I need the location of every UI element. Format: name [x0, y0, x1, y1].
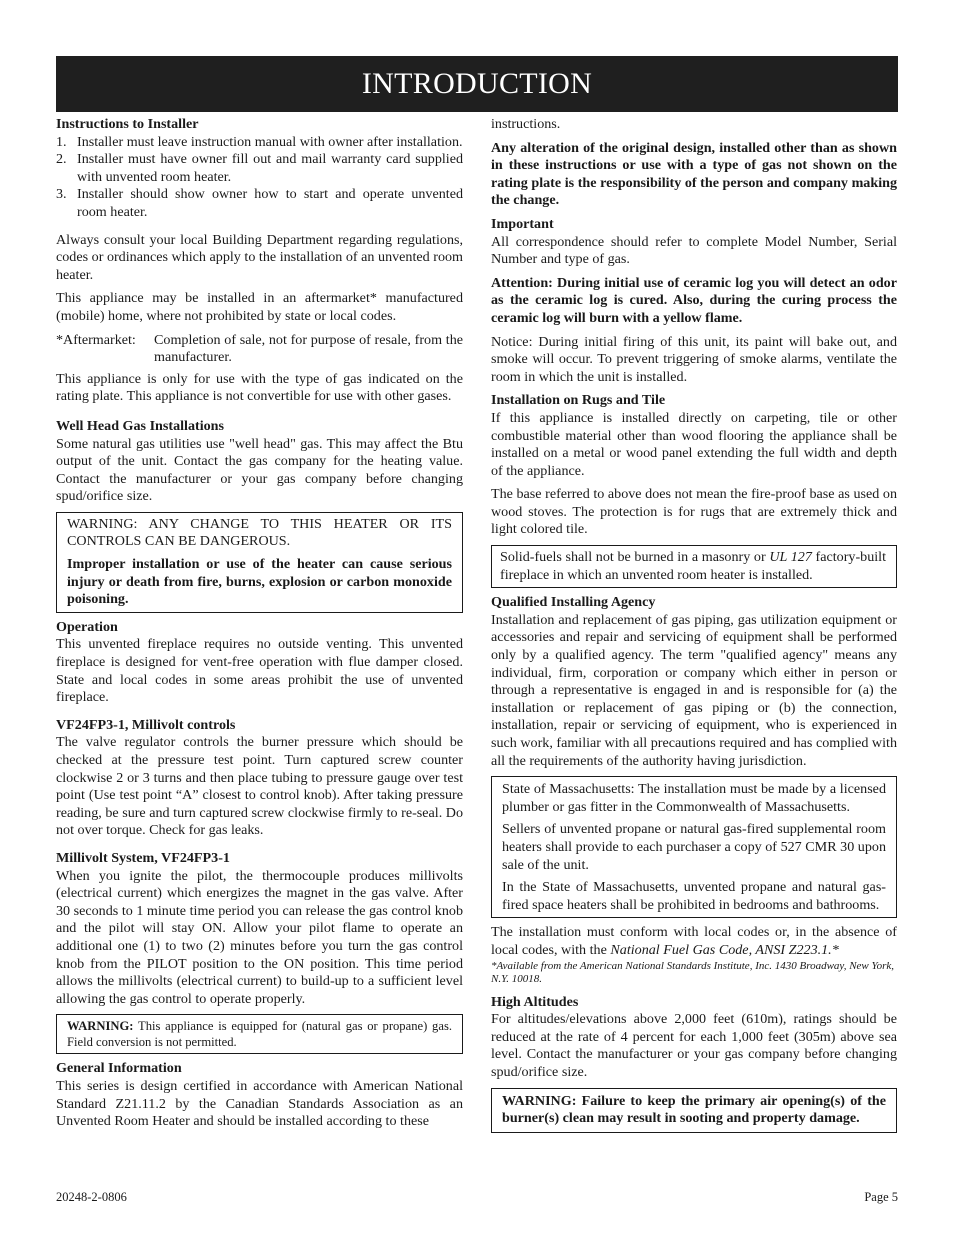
- attention-paragraph: Attention: During initial use of ceramic log you will detect an odor as the ceramic log is cured. Also, during the curing process the ceramic log will burn with a yellow flame.: [491, 274, 897, 326]
- warning-injury-text: Improper installation or use of the heater can cause serious injury or death from fire, burns, explosion or carbon monoxide poisoning.: [67, 556, 452, 608]
- massachusetts-p3: In the State of Massachusetts, unvented propane and natural gas-fired space heaters shall be prohibited in bedrooms and bathrooms.: [502, 879, 886, 913]
- warning-change-text: WARNING: ANY CHANGE TO THIS HEATER OR ITS CONTROLS CAN BE DANGEROUS.: [67, 515, 452, 550]
- solid-fuels-box: Solid-fuels shall not be burned in a masonry or UL 127 factory-built fireplace in which an unvented room heater is installed.: [491, 545, 897, 588]
- warning-air-text: WARNING: Failure to keep the primary air opening(s) of the burner(s) clean may result in sooting and property damage.: [502, 1092, 886, 1127]
- wellhead-heading: Well Head Gas Installations: [56, 417, 224, 434]
- massachusetts-p2: Sellers of unvented propane or natural gas-fired supplemental room heaters shall provide to each purchaser a copy of 527 CMR 30 upon sale of the unit.: [502, 821, 886, 873]
- list-item: 1. Installer must leave instruction manual with owner after installation.: [56, 133, 463, 150]
- ansi-footnote: *Available from the American National Standards Institute, Inc. 1430 Broadway, New York, N.Y. 10018.: [491, 959, 895, 985]
- warning-box-air: [491, 1088, 897, 1133]
- millivolt-system-paragraph: When you ignite the pilot, the thermocouple produces millivolts (electrical current) which energizes the magnet in the gas valve. After 30 seconds to 1 minute time period you can release the gas control knob and the pilot will stay ON. Allow your pilot flame to operate an additional one (1) to two (2) minutes before you turn the gas control knob from the PILOT position to the ON position. This time period allows the millivolts (electrical current) to build-up to a sufficient level allowing the gas control to operate properly.: [56, 867, 463, 1007]
- agency-paragraph: Installation and replacement of gas piping, gas utilization equipment or accessories and repair and servicing of equipment shall be performed only by a qualified agency. The term "qualified agency" means any individual, firm, corporation or company which either in person or through a representative is engaged in and is responsible for (a) the installation or replacement of gas piping or (b) the connection, installation, repair or servicing of equipment, who is experienced in such work, familiar with all precautions required and has complied with all the requirements of the authority having jurisdiction.: [491, 611, 897, 769]
- millivolt-controls-heading: VF24FP3-1, Millivolt controls: [56, 716, 236, 733]
- wellhead-paragraph: Some natural gas utilities use "well head" gas. This may affect the Btu output of the unit. Contact the gas company for the heating value. Contact the manufacturer or your gas company before changing spud/orifice size.: [56, 435, 463, 505]
- aftermarket-term: *Aftermarket:: [56, 331, 136, 348]
- conform-paragraph: The installation must conform with local codes or, in the absence of local codes, with the National Fuel Gas Code, ANSI Z223.1.*: [491, 924, 897, 958]
- aftermarket-text: Completion of sale, not for purpose of resale, from the manufacturer.: [154, 331, 463, 366]
- aftermarket-paragraph: This appliance may be installed in an aftermarket* manufactured (mobile) home, where not prohibited by state or local codes.: [56, 290, 463, 324]
- installer-list: [56, 134, 463, 222]
- important-paragraph: All correspondence should refer to complete Model Number, Serial Number and type of gas.: [491, 233, 897, 268]
- general-heading: General Information: [56, 1060, 182, 1077]
- list-item: 3. Installer should show owner how to start and operate unvented room heater.: [56, 186, 463, 220]
- general-paragraph: This series is design certified in accordance with American National Standard Z21.11.2 by the Canadian Standards Association as an Unvented Room Heater and should be installed according to these: [56, 1077, 463, 1130]
- altitudes-heading: High Altitudes: [491, 993, 579, 1010]
- consult-paragraph: Always consult your local Building Department regarding regulations, codes or ordinances which apply to the installation of an unvented room heater.: [56, 231, 463, 283]
- altitudes-paragraph: For altitudes/elevations above 2,000 feet (610m), ratings should be reduced at the rate of 4 percent for each 1,000 feet (305m) above sea level. Contact the manufacturer or your gas company before changing spud/orifice size.: [491, 1011, 897, 1080]
- rugs-heading: Installation on Rugs and Tile: [491, 392, 666, 409]
- left-column: [56, 116, 463, 1137]
- massachusetts-p1: State of Massachusetts: The installation must be made by a licensed plumber or gas fitter in the Commonwealth of Massachusetts.: [502, 781, 886, 815]
- page-title: INTRODUCTION: [361, 67, 593, 100]
- millivolt-controls-paragraph: The valve regulator controls the burner pressure which should be checked at the pressure test point. Turn captured screw counter clockwise 2 or 3 turns and then place tubing to pressure gauge over test point (Use test point “A” closest to control knob). After taking pressure reading, be sure and turn captured screw clockwise firmly to re-seal. Do not over torque. Check for gas leaks.: [56, 734, 463, 839]
- notice-paragraph: Notice: During initial firing of this unit, its paint will bake out, and smoke will occur. To prevent triggering of smoke alarms, ventilate the room in which the unit is installed.: [491, 333, 897, 385]
- operation-heading: Operation: [56, 618, 118, 635]
- important-heading: Important: [491, 215, 554, 232]
- massachusetts-box: [491, 776, 897, 918]
- base-paragraph: The base referred to above does not mean the fire-proof base as used on wood stoves. The protection is for rugs that are extremely thick and light colored tile.: [491, 486, 897, 538]
- alteration-paragraph: Any alteration of the original design, installed other than as shown in these instructions or use with a type of gas not shown on the rating plate is the responsibility of the person and company making the change.: [491, 139, 897, 209]
- warning-box-gas: [56, 1014, 463, 1054]
- rugs-paragraph: If this appliance is installed directly on carpeting, tile or other combustible material other than wood flooring the appliance shall be installed on a metal or wood panel extending the full width and depth of the appliance.: [491, 409, 897, 479]
- agency-heading: Qualified Installing Agency: [491, 594, 656, 611]
- document-number: 20248-2-0806: [56, 1190, 127, 1204]
- millivolt-system-heading: Millivolt System, VF24FP3-1: [56, 849, 230, 866]
- warning-gas-label: WARNING:: [67, 1019, 134, 1034]
- aftermarket-definition: [56, 332, 463, 367]
- page-number: Page 5: [864, 1190, 898, 1204]
- warning-box-change: [56, 512, 463, 613]
- gas-type-paragraph: This appliance is only for use with the type of gas indicated on the rating plate. This appliance is not convertible for use with other gases.: [56, 370, 463, 405]
- operation-paragraph: This unvented fireplace requires no outside venting. This unvented fireplace is designed for vent-free operation with flue damper closed. State and local codes in some areas prohibit the use of unvented fireplace.: [56, 636, 463, 706]
- page-title-banner: [56, 56, 898, 112]
- warning-gas-text: This appliance is equipped for (natural gas or propane) gas. Field conversion is not permitted.: [67, 1019, 452, 1050]
- right-column: [491, 116, 897, 1139]
- list-item: 2. Installer must have owner fill out and mail warranty card supplied with unvented room heater.: [56, 151, 463, 185]
- installer-heading: Instructions to Installer: [56, 116, 199, 132]
- continued-text: instructions.: [491, 116, 561, 132]
